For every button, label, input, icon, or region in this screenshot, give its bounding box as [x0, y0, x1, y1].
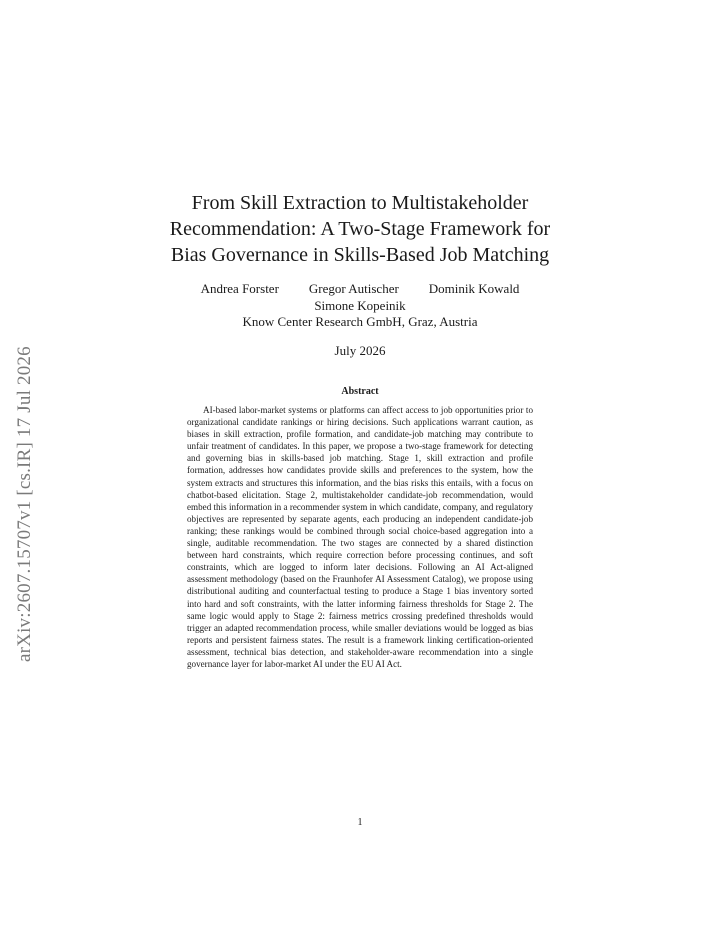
title-line: From Skill Extraction to Multistakeholder [191, 192, 529, 214]
author-name: Dominik Kowald [428, 281, 520, 296]
author-name: Gregor Autischer [308, 281, 399, 296]
author-block [150, 281, 570, 331]
author-name: Simone Kopeinik [314, 297, 406, 313]
arxiv-identifier-stamp: arXiv:2607.15707v1 [cs.IR] 17 Jul 2026 [14, 346, 35, 662]
abstract-text: AI-based labor-market systems or platforms can affect access to job opportunities prior to organizational candidate rankings or hiring decisions. Such applications warrant caution, as biases in skill extraction, profile formation, and candidate-job matching may contribute to unfair treatment of candidates. In this paper, we propose a two-stage framework for detecting and governing bias in skills-based job matching. Stage 1, skill extraction and profile formation, addresses how candidates provide skills and preferences to the system, how the system extracts and structures this information, and the bias risks this entails, with a focus on chatbot-based elicitation. Stage 2, multistakeholder candidate-job recommendation, would embed this information in a recommender system in which candidate, company, and regulatory objectives are represented by separate agents, each producing an independent candidate-job ranking; these rankings would be combined through social choice-based aggregation into a single, auditable recommendation. The two stages are connected by a shared distinction between hard constraints, which require correction before processing continues, and soft constraints, which are logged to inform later decisions. Following an AI Act-aligned assessment methodology (based on the Fraunhofer AI Assessment Catalog), we propose using distributional auditing and counterfactual testing to produce a Stage 1 bias inventory sorted into hard and soft constraints, with the latter informing fairness thresholds for Stage 2. The same logic would apply to Stage 2: fairness metrics crossing predefined thresholds would trigger an adapted recommendation process, while smaller deviations would be logged as bias reports and persistent fairness states. The result is a framework linking certification-oriented assessment, technical bias detection, and stakeholder-aware recommendation into a single governance layer for labor-market AI under the EU AI Act. [187, 405, 533, 669]
title-line: Recommendation: A Two-Stage Framework for [169, 218, 551, 240]
affiliation: Know Center Research GmbH, Graz, Austria [242, 314, 478, 329]
author-name: Andrea Forster [200, 281, 279, 296]
paper-title [140, 190, 580, 268]
abstract-heading: Abstract [341, 386, 379, 397]
author-row [150, 281, 570, 298]
title-line: Bias Governance in Skills-Based Job Matching [170, 244, 550, 266]
page-number: 1 [357, 817, 363, 828]
publication-date: July 2026 [334, 343, 386, 358]
